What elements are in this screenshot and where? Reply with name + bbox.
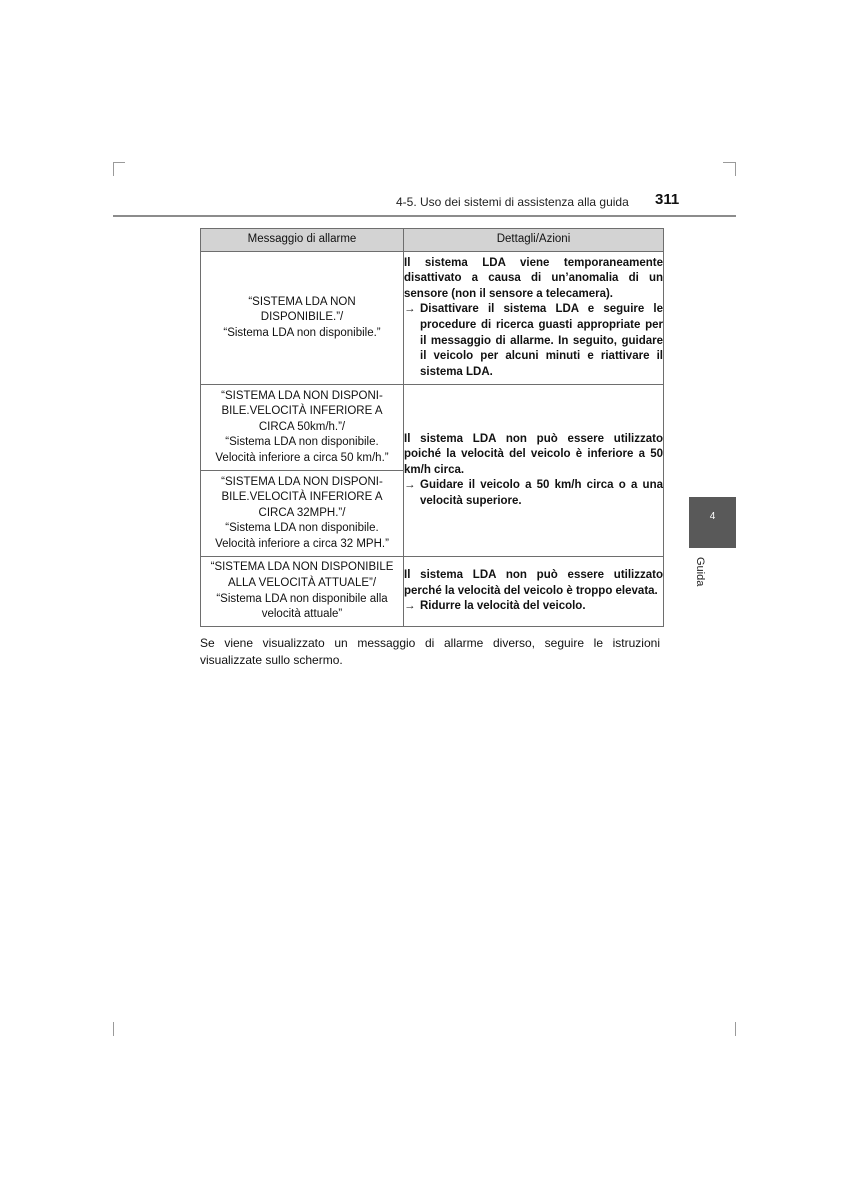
crop-mark-top-right-horizontal [723,162,735,163]
message-line: CIRCA 32MPH.”/ [258,506,346,519]
message-line: “Sistema LDA non disponibile. [225,522,379,535]
details-text: Il sistema LDA non può essere utilizzato perché la velocità del veicolo è troppo elevata. [404,569,663,597]
chapter-label: Guida [694,557,706,587]
section-title: 4-5. Uso dei sistemi di assistenza alla guida [396,195,629,209]
arrow-right-icon: → [404,479,416,492]
message-line: “SISTEMA LDA NON DISPONI- [221,389,383,402]
message-line: ALLA VELOCITÀ ATTUALE”/ [227,576,377,589]
alarm-message-cell [201,385,404,471]
details-text: Il sistema LDA viene temporaneamente disattivato a causa di un’anomalia di un sensore (non il sensore a telecamera). [404,256,663,300]
message-line: “Sistema LDA non disponibile. [225,436,379,449]
message-line: “Sistema LDA non disponibile.” [223,326,381,339]
message-line: Velocità inferiore a circa 32 MPH.” [215,537,389,550]
table-row [201,252,664,385]
page-number: 311 [655,191,680,208]
crop-mark-bottom-right [735,1022,736,1036]
column-header-message: Messaggio di allarme [201,229,404,252]
details-text: Il sistema LDA non può essere utilizzato poiché la velocità del veicolo è inferiore a 50 km/h circa. [404,432,663,476]
message-line: “SISTEMA LDA NON [248,295,356,308]
message-line: BILE.VELOCITÀ INFERIORE A [221,405,383,418]
table-row [201,385,664,471]
message-line: velocità attuale” [261,608,343,621]
message-line: DISPONIBILE.”/ [260,311,344,324]
crop-mark-top-left-horizontal [113,162,125,163]
message-line: “Sistema LDA non disponibile alla [216,592,388,605]
chapter-tab [689,497,736,548]
alarm-message-cell [201,471,404,557]
table-row [201,557,664,627]
action-item [404,478,663,509]
message-line: CIRCA 50km/h.”/ [258,420,346,433]
message-line: “SISTEMA LDA NON DISPONIBILE [210,561,394,574]
arrow-right-icon: → [404,303,416,316]
message-line: Velocità inferiore a circa 50 km/h.” [215,451,389,464]
details-cell [404,385,664,557]
action-text: Disattivare il sistema LDA e seguire le procedure di ricerca guasti appropriate per il messaggio di allarme. In seguito, guidare il veicolo per alcuni minuti e riattivare il sistema LDA. [420,303,663,378]
action-item [404,302,663,380]
crop-mark-top-left-vertical [113,162,114,176]
arrow-right-icon: → [404,600,416,613]
message-line: BILE.VELOCITÀ INFERIORE A [221,491,383,504]
details-cell [404,557,664,627]
crop-mark-top-right-vertical [735,162,736,176]
table-header-row [201,229,664,252]
alarm-message-table [200,228,664,627]
header-rule [113,215,736,217]
alarm-message-cell [201,557,404,627]
action-item [404,599,663,615]
alarm-message-cell [201,252,404,385]
message-line: “SISTEMA LDA NON DISPONI- [221,475,383,488]
action-text: Ridurre la velocità del veicolo. [420,600,586,613]
chapter-number: 4 [709,511,716,522]
footnote-paragraph: Se viene visualizzato un messaggio di allarme diverso, seguire le istruzioni visualizzate sullo schermo. [200,636,660,667]
column-header-details: Dettagli/Azioni [404,229,664,252]
action-text: Guidare il veicolo a 50 km/h circa o a una velocità superiore. [420,479,663,507]
crop-mark-bottom-left [113,1022,114,1036]
details-cell [404,252,664,385]
